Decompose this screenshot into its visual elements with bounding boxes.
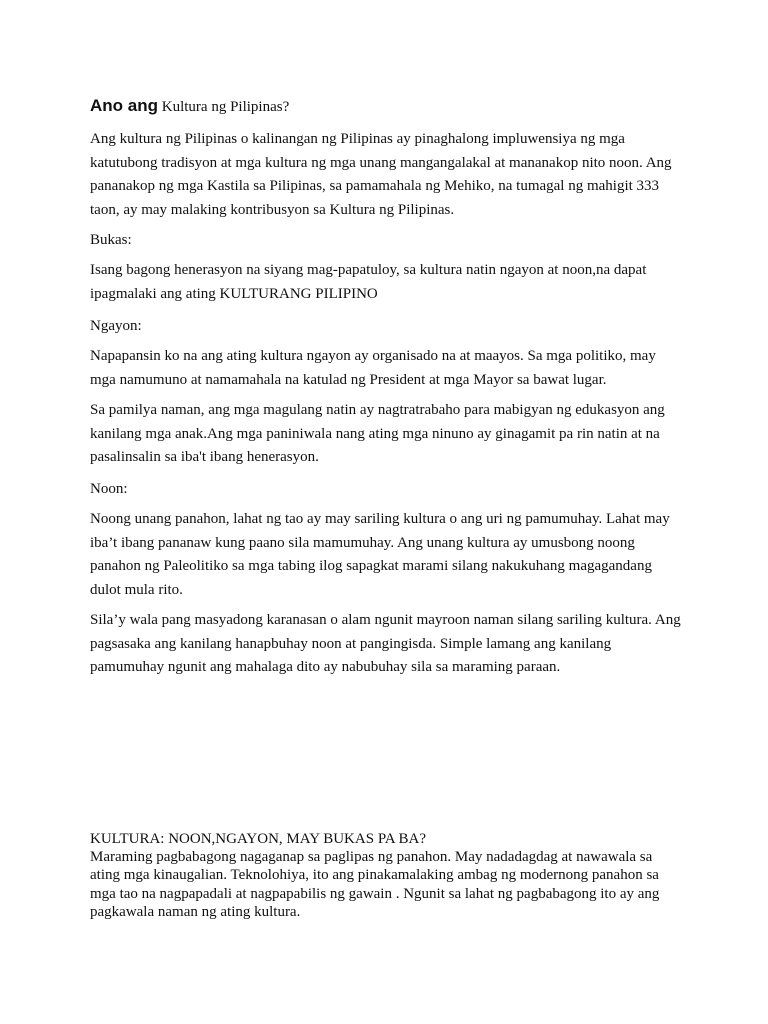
bukas-label: Bukas: <box>90 232 132 248</box>
document-heading <box>90 96 289 117</box>
noon-label: Noon: <box>90 481 128 497</box>
bukas-paragraph: Isang bagong henerasyon na siyang mag-papatuloy, sa kultura natin ngayon at noon,na dapat ipagmalaki ang ating KULTURANG PILIPINO <box>90 262 647 302</box>
closing-title: KULTURA: NOON,NGAYON, MAY BUKAS PA BA? <box>90 831 427 847</box>
ngayon-label: Ngayon: <box>90 318 142 334</box>
noon-paragraph-1: Noong unang panahon, lahat ng tao ay may sariling kultura o ang uri ng pamumuhay. Lahat may iba’t ibang pananaw kung paano sila mamumuhay. Ang unang kultura ay umusbong noong panahon ng Paleolitiko sa mga tabing ilog sapagkat marami silang nakukuhang magagandang dulot mula rito. <box>90 511 670 598</box>
heading-lead: Ano ang <box>90 96 158 115</box>
heading-rest: Kultura ng Pilipinas? <box>158 99 290 115</box>
ngayon-paragraph-2: Sa pamilya naman, ang mga magulang natin ay nagtratrabaho para mabigyan ng edukasyon ang kanilang mga anak.Ang mga paniniwala nang ating mga ninuno ay ginagamit pa rin natin at na pasalinsalin sa iba't ibang henerasyon. <box>90 402 665 465</box>
noon-paragraph-2: Sila’y wala pang masyadong karanasan o alam ngunit mayroon naman silang sariling kultura. Ang pagsasaka ang kanilang hanapbuhay noon at pangingisda. Simple lamang ang kanilang pamumuhay ngunit ang mahalaga dito ay nabubuhay sila sa maraming paraan. <box>90 612 681 675</box>
intro-paragraph: Ang kultura ng Pilipinas o kalinangan ng Pilipinas ay pinaghalong impluwensiya ng mga katutubong tradisyon at mga kultura ng mga unang mangangalakal at mananakop nito noon. Ang pananakop ng mga Kastila sa Pilipinas, sa pamamahala ng Mehiko, na tumagal ng mahigit 333 taon, ay may malaking kontribusyon sa Kultura ng Pilipinas. <box>90 131 672 218</box>
ngayon-paragraph-1: Napapansin ko na ang ating kultura ngayon ay organisado na at maayos. Sa mga politiko, may mga namumuno at namamahala na katulad ng President at mga Mayor sa bawat lugar. <box>90 348 656 388</box>
closing-paragraph: Maraming pagbabagong nagaganap sa paglipas ng panahon. May nadadagdag at nawawala sa ating mga kinaugalian. Teknolohiya, ito ang pinakamalaking ambag ng modernong panahon sa mga tao na nagpapadali at nagpapabilis ng gawain . Ngunit sa lahat ng pagbabagong ito ay ang pagkawala naman ng ating kultura. <box>90 849 660 921</box>
